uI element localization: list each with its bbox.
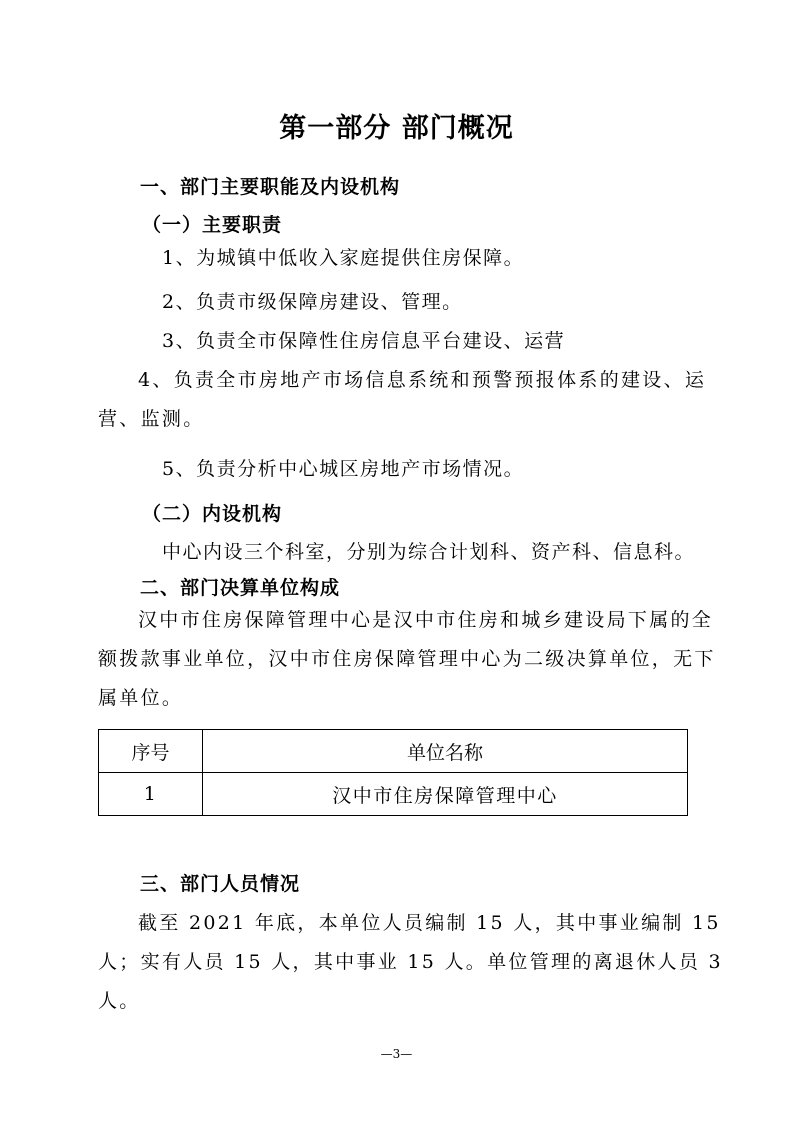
internal-structure-text: 中心内设三个科室，分别为综合计划科、资产科、信息科。: [162, 541, 696, 563]
section-heading-personnel: 三、部门人员情况: [140, 873, 301, 895]
section-heading-unit-composition: 二、部门决算单位构成: [140, 577, 341, 599]
duty-item-5: 5、负责分析中心城区房地产市场情况。: [162, 458, 525, 480]
subsection-heading-duties: （一）主要职责: [142, 214, 283, 236]
table-cell-index: 1: [99, 773, 203, 816]
table-header-index: 序号: [99, 730, 203, 773]
unit-composition-text: 汉中市住房保障管理中心是汉中市住房和城乡建设局下属的全额拨款事业单位，汉中市住房保障管理中心为二级决算单位，无下属单位。: [98, 609, 716, 709]
table-header-unit-name: 单位名称: [203, 730, 688, 773]
duty-item-1: 1、为城镇中低收入家庭提供住房保障。: [162, 247, 525, 269]
table-header-row: [99, 730, 688, 773]
personnel-text: 截至 2021 年底，本单位人员编制 15 人，其中事业编制 15 人；实有人员 15 人，其中事业 15 人。单位管理的离退休人员 3 人。: [98, 912, 723, 1012]
section-heading-functions: 一、部门主要职能及内设机构: [140, 176, 401, 198]
page-number: —3—: [380, 1047, 413, 1061]
page-title: 第一部分 部门概况: [279, 113, 514, 144]
subsection-heading-internal-structure: （二）内设机构: [142, 503, 283, 525]
duty-item-2: 2、负责市级保障房建设、管理。: [162, 291, 463, 313]
duty-item-4: 4、负责全市房地产市场信息系统和预警预报体系的建设、运营、监测。: [98, 369, 707, 430]
unit-table: [98, 729, 688, 816]
table-row: [99, 773, 688, 816]
table-cell-unit-name: 汉中市住房保障管理中心: [203, 773, 688, 816]
duty-item-3: 3、负责全市保障性住房信息平台建设、运营: [162, 330, 566, 352]
